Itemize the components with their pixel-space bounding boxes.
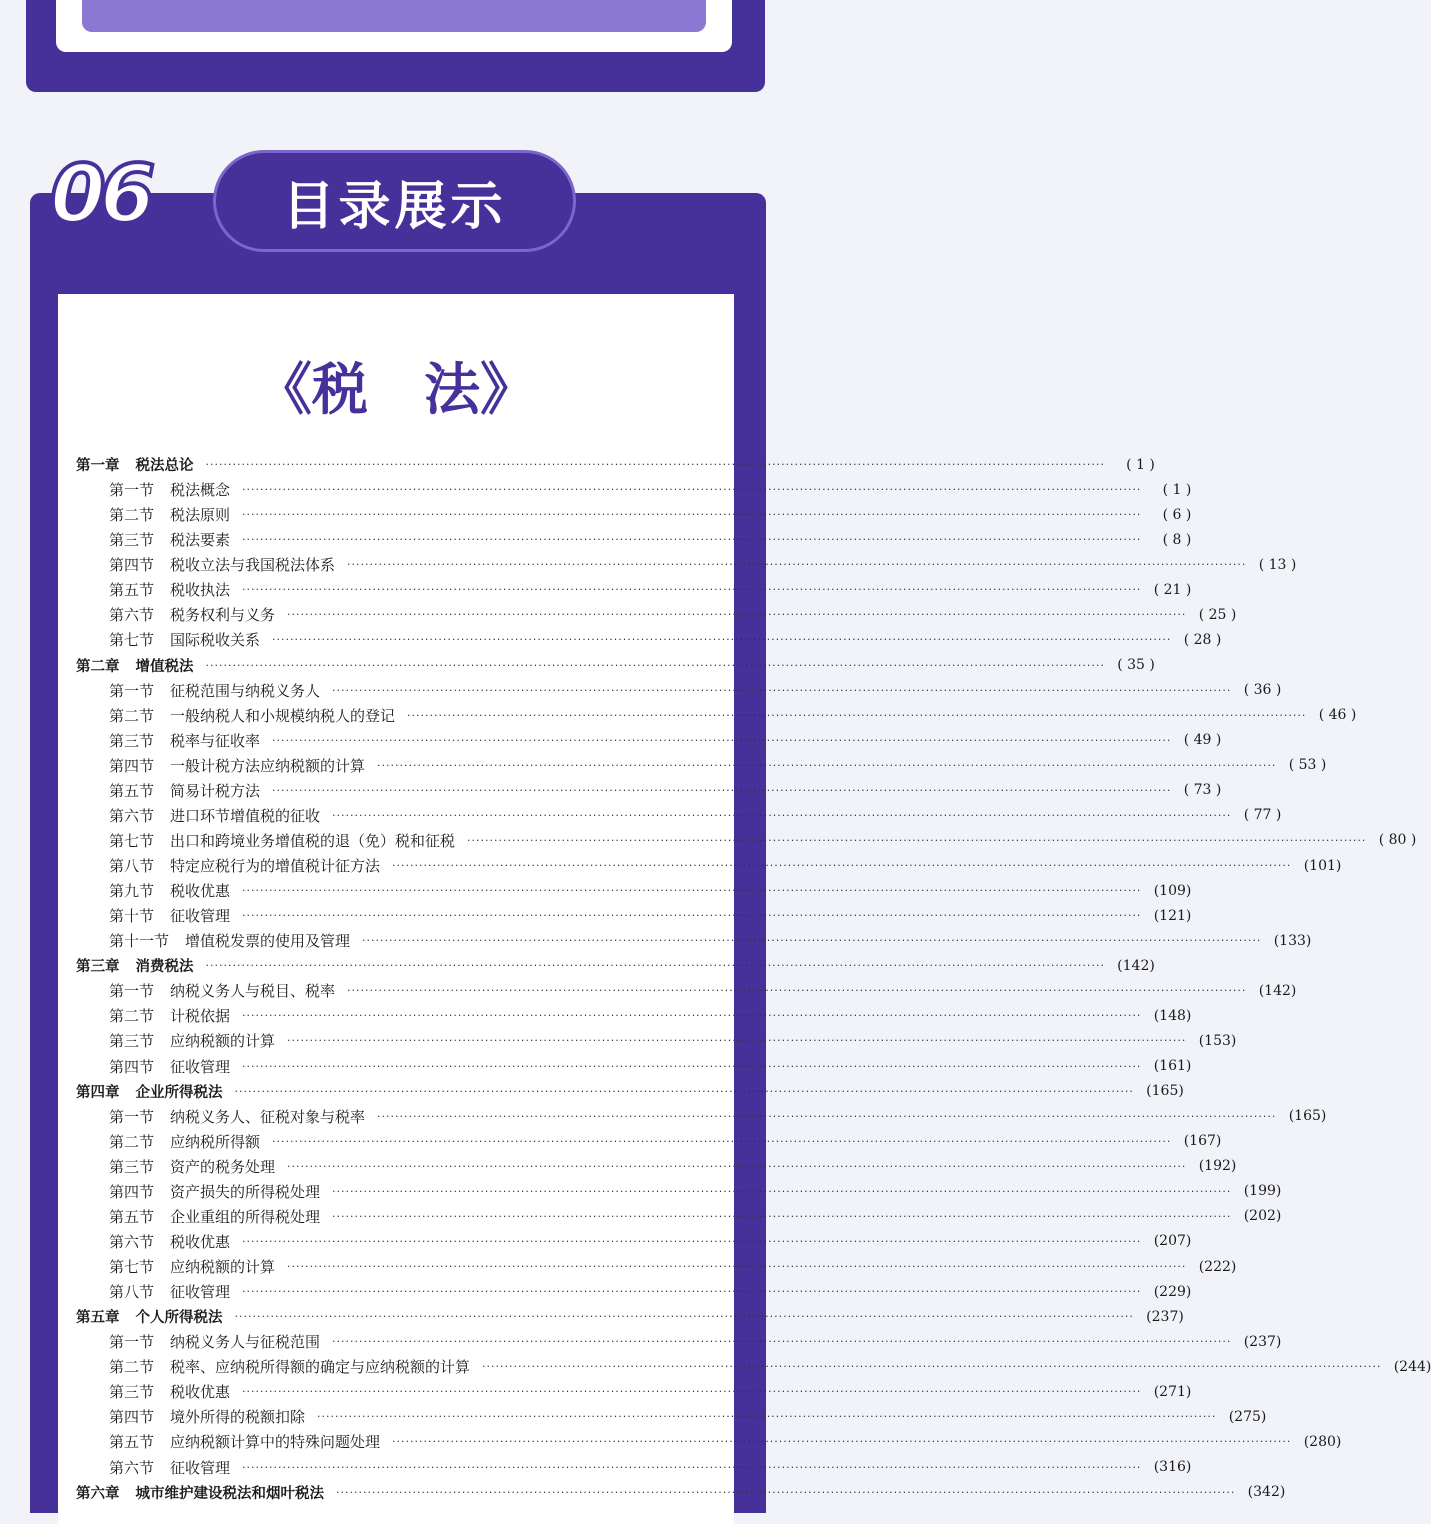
toc-leader-dots: ········································································································································································································ [336,1485,1236,1499]
toc-entry-title: 一般纳税人和小规模纳税人的登记 [170,706,396,725]
toc-entry-title: 国际税收关系 [170,631,261,650]
toc-entry-title: 城市维护建设税法和烟叶税法 [135,1485,324,1502]
toc-leader-dots: ········································································································································································································ [407,708,1307,722]
toc-leader-dots: ········································································································································································································ [234,1084,1134,1098]
toc-entry-title: 一般计税方法应纳税额的计算 [170,756,366,775]
toc-entry-title: 纳税义务人与税目、税率 [170,982,336,1001]
toc-leader-dots: ········································································································································································································ [482,1360,1382,1374]
toc-entry-title: 税法总论 [135,458,194,475]
toc-leader-dots: ········································································································································································································ [332,1184,1232,1198]
toc-leader-dots: ········································································································································································································ [242,508,1142,522]
toc-entry-title: 应纳税所得额 [170,1132,261,1151]
toc-entry-title: 应纳税额计算中的特殊问题处理 [170,1433,381,1452]
toc-leader-dots: ········································································································································································································ [272,1134,1172,1148]
toc-entry-title: 税率、应纳税所得额的确定与应纳税额的计算 [170,1358,471,1377]
toc-leader-dots: ········································································································································································································ [377,758,1277,772]
toc-leader-dots: ········································································································································································································ [332,808,1232,822]
toc-entry-title: 纳税义务人、征税对象与税率 [170,1107,366,1126]
toc-entry-title: 应纳税额的计算 [170,1258,276,1277]
toc-entry-title: 征收管理 [170,1283,231,1302]
toc-section-row [76,1154,1237,1179]
toc-leader-dots: ········································································································································································································ [242,1009,1142,1023]
toc-entry-title: 出口和跨境业务增值税的退（免）税和征税 [170,831,456,850]
toc-leader-dots: ········································································································································································································ [287,1034,1187,1048]
toc-page-number: (275) [1228,1408,1267,1425]
toc-entry-label: 第三节 [109,1157,155,1176]
toc-leader-dots: ········································································································································································································ [392,859,1292,873]
toc-entry-label: 第一节 [109,481,155,500]
toc-section-row [76,703,1357,728]
toc-entry-title: 纳税义务人与征税范围 [170,1333,321,1352]
toc-entry-label: 第九节 [109,882,155,901]
toc-entry-label: 第十节 [109,907,155,926]
toc-entry-label: 第二节 [109,1358,155,1377]
toc-page-number: (244) [1393,1358,1431,1375]
toc-page-number: ( 1 ) [1162,481,1192,498]
toc-leader-dots: ········································································································································································································ [347,558,1247,572]
toc-page-number: (237) [1243,1333,1282,1350]
toc-entry-label: 第四章 [76,1084,120,1101]
toc-page-number: (229) [1153,1283,1192,1300]
toc-entry-label: 第五节 [109,1207,155,1226]
toc-entry-label: 第一节 [109,982,155,1001]
toc-page-number: ( 13 ) [1258,556,1297,573]
toc-leader-dots: ········································································································································································································ [272,633,1172,647]
toc-entry-label: 第三节 [109,531,155,550]
toc-entry-title: 税法要素 [170,531,231,550]
toc-entry-label: 第一章 [76,458,120,475]
toc-entry-label: 第四节 [109,556,155,575]
toc-entry-label: 第四节 [109,756,155,775]
toc-entry-title: 境外所得的税额扣除 [170,1408,306,1427]
top-card-bar [82,0,706,32]
toc-section-row [76,527,1192,552]
toc-entry-label: 第一节 [109,1333,155,1352]
toc-section-row [76,1279,1192,1304]
toc-section-row [76,828,1417,853]
section-number: 06 [50,148,150,241]
toc-section-row [76,678,1282,703]
toc-leader-dots: ········································································································································································································ [234,1310,1134,1324]
toc-page-number: (148) [1153,1007,1192,1024]
toc-leader-dots: ········································································································································································································ [242,884,1142,898]
toc-section-row [76,1229,1192,1254]
toc-page-number: ( 49 ) [1183,732,1222,749]
toc-page-number: (109) [1153,882,1192,899]
toc-page-number: ( 28 ) [1183,631,1222,648]
toc-leader-dots: ········································································································································································································ [317,1410,1217,1424]
toc-entry-label: 第六节 [109,1458,155,1477]
toc-page-number: (316) [1153,1459,1192,1476]
table-of-contents [76,452,1431,1505]
toc-entry-label: 第三节 [109,731,155,750]
toc-entry-label: 第六节 [109,1232,155,1251]
toc-chapter-row [76,1304,1184,1329]
toc-entry-label: 第八节 [109,857,155,876]
toc-entry-label: 第三节 [109,1032,155,1051]
toc-leader-dots: ········································································································································································································ [242,1285,1142,1299]
toc-entry-label: 第四节 [109,1057,155,1076]
toc-section-row [76,1129,1222,1154]
toc-leader-dots: ········································································································································································································ [242,1059,1142,1073]
toc-section-row [76,978,1297,1003]
toc-entry-title: 税收优惠 [170,1383,231,1402]
toc-entry-title: 征收管理 [170,1458,231,1477]
toc-leader-dots: ········································································································································································································ [467,833,1367,847]
toc-section-row [76,1104,1327,1129]
toc-entry-label: 第三章 [76,959,120,976]
toc-section-row [76,853,1342,878]
toc-section-row [76,1429,1342,1454]
toc-section-row [76,753,1327,778]
toc-section-row [76,803,1282,828]
toc-chapter-row [76,1480,1286,1505]
toc-leader-dots: ········································································································································································································ [287,1159,1187,1173]
toc-entry-label: 第二节 [109,1132,155,1151]
toc-leader-dots: ········································································································································································································ [205,658,1105,672]
toc-entry-title: 应纳税额的计算 [170,1032,276,1051]
toc-leader-dots: ········································································································································································································ [332,683,1232,697]
toc-section-row [76,627,1222,652]
toc-page-number: (101) [1303,857,1342,874]
toc-page-number: (142) [1117,957,1155,974]
toc-entry-title: 税收优惠 [170,882,231,901]
toc-entry-label: 第七节 [109,631,155,650]
toc-page-number: (165) [1146,1083,1184,1100]
toc-leader-dots: ········································································································································································································ [377,1109,1277,1123]
toc-entry-label: 第七节 [109,831,155,850]
toc-leader-dots: ········································································································································································································ [242,1234,1142,1248]
toc-entry-label: 第三节 [109,1383,155,1402]
toc-leader-dots: ········································································································································································································ [272,733,1172,747]
toc-page-number: (280) [1303,1433,1342,1450]
toc-entry-label: 第五节 [109,781,155,800]
toc-entry-label: 第二节 [109,506,155,525]
toc-section-row [76,1003,1192,1028]
toc-entry-label: 第五节 [109,1433,155,1452]
toc-leader-dots: ········································································································································································································ [242,1460,1142,1474]
toc-page-number: (165) [1288,1108,1327,1125]
toc-entry-label: 第一节 [109,681,155,700]
toc-leader-dots: ········································································································································································································ [347,984,1247,998]
toc-entry-title: 消费税法 [135,959,194,976]
toc-entry-title: 进口环节增值税的征收 [170,806,321,825]
toc-leader-dots: ········································································································································································································ [242,1385,1142,1399]
toc-chapter-row [76,953,1155,978]
toc-entry-label: 第十一节 [109,932,170,951]
toc-page-number: (153) [1198,1032,1237,1049]
toc-entry-label: 第二节 [109,1007,155,1026]
toc-leader-dots: ········································································································································································································ [242,483,1142,497]
toc-page-number: ( 53 ) [1288,757,1327,774]
toc-section-row [76,502,1192,527]
toc-entry-label: 第二章 [76,658,120,675]
toc-section-row [76,1179,1282,1204]
toc-entry-title: 特定应税行为的增值税计征方法 [170,857,381,876]
toc-entry-title: 税收立法与我国税法体系 [170,556,336,575]
toc-entry-title: 征收管理 [170,1057,231,1076]
toc-leader-dots: ········································································································································································································ [205,458,1105,472]
section-title-pill [213,150,576,252]
toc-leader-dots: ········································································································································································································ [205,959,1105,973]
toc-chapter-row [76,1079,1184,1104]
toc-page-number: (207) [1153,1233,1192,1250]
toc-chapter-row [76,452,1155,477]
toc-page-number: (271) [1153,1383,1192,1400]
toc-page-number: ( 25 ) [1198,606,1237,623]
toc-section-row [76,1455,1192,1480]
toc-section-row [76,878,1192,903]
toc-page-number: ( 77 ) [1243,807,1282,824]
toc-entry-label: 第七节 [109,1258,155,1277]
toc-page-number: (342) [1247,1484,1286,1501]
toc-section-row [76,903,1192,928]
toc-entry-title: 税率与征收率 [170,731,261,750]
toc-leader-dots: ········································································································································································································ [392,1435,1292,1449]
toc-section-row [76,602,1237,627]
toc-leader-dots: ········································································································································································································ [332,1335,1232,1349]
toc-section-row [76,1054,1192,1079]
top-card-frame [26,0,765,92]
toc-page-number: ( 80 ) [1378,832,1417,849]
toc-leader-dots: ········································································································································································································ [272,783,1172,797]
toc-page-number: ( 36 ) [1243,682,1282,699]
toc-entry-title: 增值税法 [135,658,194,675]
toc-page-number: (199) [1243,1183,1282,1200]
toc-page-number: ( 21 ) [1153,581,1192,598]
toc-entry-label: 第四节 [109,1408,155,1427]
toc-page-number: (202) [1243,1208,1282,1225]
toc-page-number: ( 35 ) [1117,657,1155,674]
toc-entry-title: 征收管理 [170,907,231,926]
toc-leader-dots: ········································································································································································································ [242,533,1142,547]
toc-entry-title: 资产的税务处理 [170,1157,276,1176]
toc-entry-title: 资产损失的所得税处理 [170,1182,321,1201]
toc-page-number: ( 73 ) [1183,782,1222,799]
toc-section-row [76,1404,1267,1429]
toc-page-number: (161) [1153,1058,1192,1075]
top-card-inner [56,0,732,52]
toc-entry-title: 税法概念 [170,481,231,500]
toc-page-number: ( 6 ) [1162,506,1192,523]
toc-leader-dots: ········································································································································································································ [362,934,1262,948]
section-title: 目录展示 [282,176,507,237]
toc-entry-title: 税收执法 [170,581,231,600]
toc-section-row [76,1354,1431,1379]
toc-page-number: ( 8 ) [1162,531,1192,548]
toc-page-number: ( 46 ) [1318,707,1357,724]
toc-leader-dots: ········································································································································································································ [287,608,1187,622]
toc-entry-title: 增值税发票的使用及管理 [185,932,351,951]
toc-section-row [76,928,1312,953]
toc-entry-title: 企业重组的所得税处理 [170,1207,321,1226]
toc-entry-title: 个人所得税法 [135,1310,223,1327]
toc-section-row [76,1379,1192,1404]
toc-entry-label: 第五节 [109,581,155,600]
toc-entry-title: 企业所得税法 [135,1084,223,1101]
toc-section-row [76,552,1297,577]
toc-leader-dots: ········································································································································································································ [332,1209,1232,1223]
toc-entry-title: 征税范围与纳税义务人 [170,681,321,700]
toc-page-number: (222) [1198,1258,1237,1275]
toc-section-row [76,477,1192,502]
toc-section-row [76,728,1222,753]
toc-entry-label: 第五章 [76,1310,120,1327]
toc-section-row [76,577,1192,602]
toc-leader-dots: ········································································································································································································ [242,583,1142,597]
toc-section-row [76,1254,1237,1279]
toc-page-number: (192) [1198,1158,1237,1175]
toc-entry-title: 计税依据 [170,1007,231,1026]
toc-page-number: (237) [1146,1308,1184,1325]
toc-entry-label: 第六章 [76,1485,120,1502]
toc-page-number: (133) [1273,932,1312,949]
toc-section-row [76,778,1222,803]
toc-entry-title: 税务权利与义务 [170,606,276,625]
toc-entry-label: 第一节 [109,1107,155,1126]
toc-entry-title: 简易计税方法 [170,781,261,800]
toc-section-row [76,1204,1282,1229]
toc-entry-label: 第六节 [109,806,155,825]
toc-entry-label: 第八节 [109,1283,155,1302]
toc-section-row [76,1329,1282,1354]
toc-entry-title: 税法原则 [170,506,231,525]
toc-page-number: ( 1 ) [1126,456,1155,473]
toc-entry-label: 第六节 [109,606,155,625]
toc-entry-label: 第二节 [109,706,155,725]
toc-chapter-row [76,653,1155,678]
toc-leader-dots: ········································································································································································································ [287,1260,1187,1274]
toc-page-number: (121) [1153,907,1192,924]
toc-page-number: (167) [1183,1133,1222,1150]
toc-entry-title: 税收优惠 [170,1232,231,1251]
toc-section-row [76,1028,1237,1053]
book-title: 《税 法》 [256,358,536,423]
toc-leader-dots: ········································································································································································································ [242,909,1142,923]
toc-entry-label: 第四节 [109,1182,155,1201]
toc-page-number: (142) [1258,982,1297,999]
